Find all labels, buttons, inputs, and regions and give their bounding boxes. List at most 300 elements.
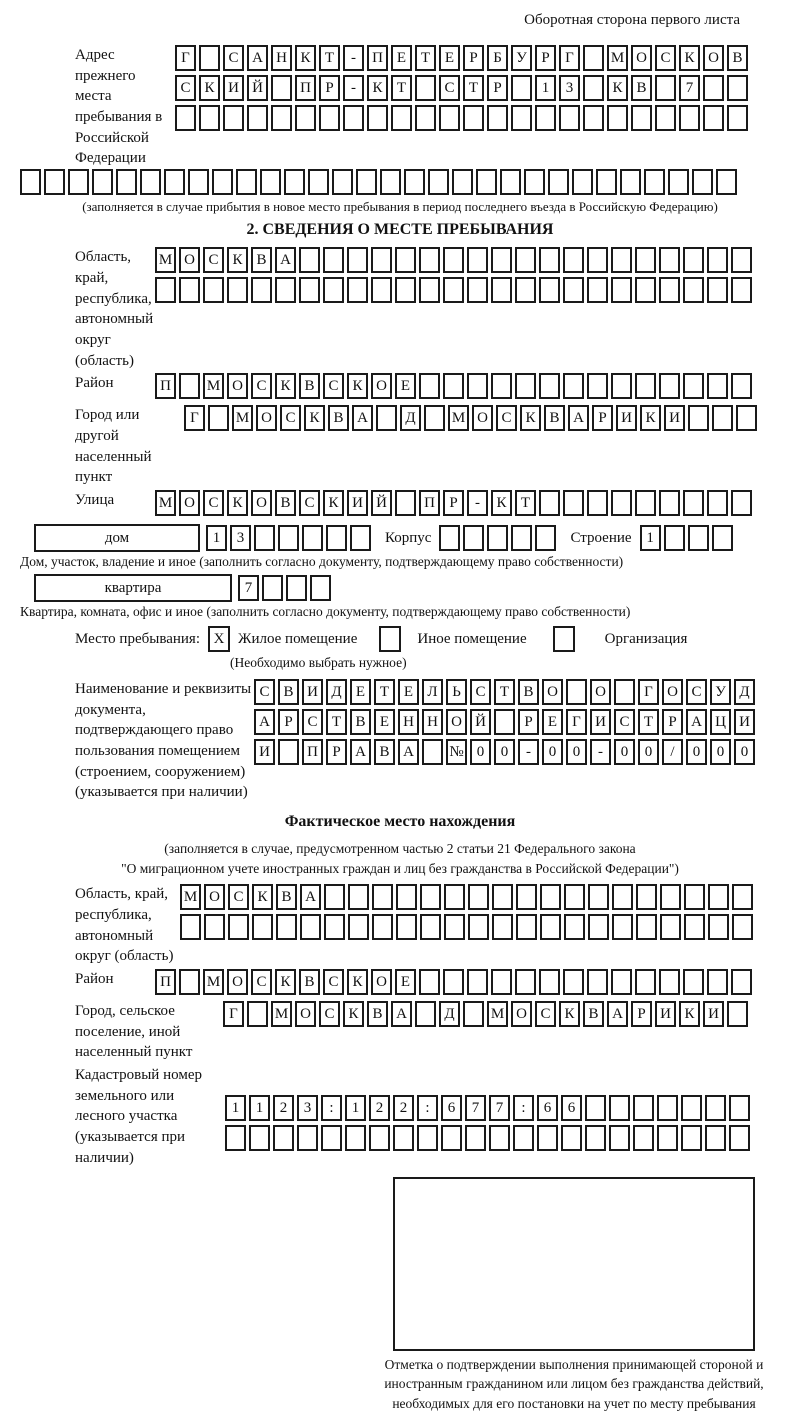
- char-cell[interactable]: [419, 247, 440, 273]
- char-cell[interactable]: [692, 169, 713, 195]
- char-cell[interactable]: 1: [345, 1095, 366, 1121]
- char-cell[interactable]: [703, 75, 724, 101]
- char-cell[interactable]: [516, 884, 537, 910]
- char-cell[interactable]: 1: [249, 1095, 270, 1121]
- char-cell[interactable]: [278, 739, 299, 765]
- char-cell[interactable]: [395, 277, 416, 303]
- char-cell[interactable]: [236, 169, 257, 195]
- char-cell[interactable]: [179, 277, 200, 303]
- char-cell[interactable]: [712, 405, 733, 431]
- char-cell[interactable]: О: [251, 490, 272, 516]
- char-cell[interactable]: [679, 105, 700, 131]
- char-cell[interactable]: [635, 373, 656, 399]
- char-cell[interactable]: [659, 373, 680, 399]
- char-cell[interactable]: О: [472, 405, 493, 431]
- char-cell[interactable]: С: [655, 45, 676, 71]
- char-cell[interactable]: 6: [537, 1095, 558, 1121]
- char-cell[interactable]: [659, 277, 680, 303]
- char-cell[interactable]: [20, 169, 41, 195]
- char-cell[interactable]: [300, 914, 321, 940]
- char-cell[interactable]: В: [328, 405, 349, 431]
- char-cell[interactable]: Г: [184, 405, 205, 431]
- char-cell[interactable]: Р: [592, 405, 613, 431]
- char-cell[interactable]: Д: [439, 1001, 460, 1027]
- char-cell[interactable]: [494, 709, 515, 735]
- char-cell[interactable]: [540, 914, 561, 940]
- char-cell[interactable]: [395, 247, 416, 273]
- char-cell[interactable]: [260, 169, 281, 195]
- char-cell[interactable]: 7: [238, 575, 259, 601]
- char-cell[interactable]: С: [228, 884, 249, 910]
- char-cell[interactable]: К: [347, 969, 368, 995]
- char-cell[interactable]: О: [590, 679, 611, 705]
- char-cell[interactable]: Г: [223, 1001, 244, 1027]
- char-cell[interactable]: Д: [734, 679, 755, 705]
- char-cell[interactable]: 1: [535, 75, 556, 101]
- char-cell[interactable]: [539, 247, 560, 273]
- char-cell[interactable]: [228, 914, 249, 940]
- char-cell[interactable]: [731, 277, 752, 303]
- char-cell[interactable]: [588, 884, 609, 910]
- char-cell[interactable]: К: [491, 490, 512, 516]
- char-cell[interactable]: [664, 525, 685, 551]
- char-cell[interactable]: [284, 169, 305, 195]
- char-cell[interactable]: К: [227, 490, 248, 516]
- char-cell[interactable]: С: [175, 75, 196, 101]
- char-cell[interactable]: [319, 105, 340, 131]
- char-cell[interactable]: П: [155, 373, 176, 399]
- char-cell[interactable]: [252, 914, 273, 940]
- char-cell[interactable]: [539, 277, 560, 303]
- char-cell[interactable]: 0: [614, 739, 635, 765]
- char-cell[interactable]: [707, 247, 728, 273]
- char-cell[interactable]: [428, 169, 449, 195]
- char-cell[interactable]: [419, 373, 440, 399]
- char-cell[interactable]: О: [631, 45, 652, 71]
- char-cell[interactable]: [424, 405, 445, 431]
- char-cell[interactable]: Е: [374, 709, 395, 735]
- char-cell[interactable]: В: [275, 490, 296, 516]
- char-cell[interactable]: [729, 1095, 750, 1121]
- char-cell[interactable]: О: [295, 1001, 316, 1027]
- char-cell[interactable]: В: [631, 75, 652, 101]
- char-cell[interactable]: Т: [463, 75, 484, 101]
- char-cell[interactable]: 0: [566, 739, 587, 765]
- char-cell[interactable]: [212, 169, 233, 195]
- char-cell[interactable]: [380, 169, 401, 195]
- char-cell[interactable]: [324, 914, 345, 940]
- char-cell[interactable]: С: [323, 969, 344, 995]
- char-cell[interactable]: [563, 969, 584, 995]
- char-cell[interactable]: 7: [679, 75, 700, 101]
- char-cell[interactable]: [321, 1125, 342, 1151]
- char-cell[interactable]: [511, 525, 532, 551]
- char-cell[interactable]: [249, 1125, 270, 1151]
- char-cell[interactable]: М: [487, 1001, 508, 1027]
- char-cell[interactable]: С: [254, 679, 275, 705]
- char-cell[interactable]: С: [302, 709, 323, 735]
- char-cell[interactable]: [657, 1125, 678, 1151]
- char-cell[interactable]: -: [343, 75, 364, 101]
- char-cell[interactable]: [324, 884, 345, 910]
- char-cell[interactable]: [308, 169, 329, 195]
- char-cell[interactable]: [731, 373, 752, 399]
- char-cell[interactable]: Н: [398, 709, 419, 735]
- char-cell[interactable]: [731, 490, 752, 516]
- char-cell[interactable]: [683, 490, 704, 516]
- char-cell[interactable]: [727, 75, 748, 101]
- char-cell[interactable]: [199, 105, 220, 131]
- char-cell[interactable]: А: [350, 739, 371, 765]
- char-cell[interactable]: [559, 105, 580, 131]
- char-cell[interactable]: [566, 679, 587, 705]
- char-cell[interactable]: [611, 969, 632, 995]
- char-cell[interactable]: М: [448, 405, 469, 431]
- char-cell[interactable]: В: [278, 679, 299, 705]
- char-cell[interactable]: [515, 277, 536, 303]
- char-cell[interactable]: [583, 75, 604, 101]
- char-cell[interactable]: [548, 169, 569, 195]
- char-cell[interactable]: [707, 490, 728, 516]
- char-cell[interactable]: А: [568, 405, 589, 431]
- char-cell[interactable]: П: [367, 45, 388, 71]
- char-cell[interactable]: Р: [631, 1001, 652, 1027]
- char-cell[interactable]: [563, 373, 584, 399]
- char-cell[interactable]: В: [583, 1001, 604, 1027]
- char-cell[interactable]: [611, 373, 632, 399]
- char-cell[interactable]: [636, 884, 657, 910]
- char-cell[interactable]: [180, 914, 201, 940]
- char-cell[interactable]: Т: [494, 679, 515, 705]
- char-cell[interactable]: [587, 373, 608, 399]
- char-cell[interactable]: Д: [326, 679, 347, 705]
- char-cell[interactable]: [587, 277, 608, 303]
- char-cell[interactable]: [731, 969, 752, 995]
- char-cell[interactable]: [444, 884, 465, 910]
- char-cell[interactable]: И: [223, 75, 244, 101]
- char-cell[interactable]: [179, 969, 200, 995]
- char-cell[interactable]: В: [544, 405, 565, 431]
- stay-checkbox-organization[interactable]: [553, 626, 575, 652]
- char-cell[interactable]: [729, 1125, 750, 1151]
- char-cell[interactable]: К: [323, 490, 344, 516]
- char-cell[interactable]: :: [513, 1095, 534, 1121]
- char-cell[interactable]: 0: [494, 739, 515, 765]
- char-cell[interactable]: [247, 1001, 268, 1027]
- char-cell[interactable]: [596, 169, 617, 195]
- char-cell[interactable]: К: [679, 45, 700, 71]
- char-cell[interactable]: [659, 247, 680, 273]
- char-cell[interactable]: [356, 169, 377, 195]
- char-cell[interactable]: 0: [542, 739, 563, 765]
- char-cell[interactable]: Е: [398, 679, 419, 705]
- char-cell[interactable]: [707, 277, 728, 303]
- char-cell[interactable]: К: [275, 373, 296, 399]
- char-cell[interactable]: [422, 739, 443, 765]
- char-cell[interactable]: А: [300, 884, 321, 910]
- char-cell[interactable]: С: [686, 679, 707, 705]
- char-cell[interactable]: В: [518, 679, 539, 705]
- char-cell[interactable]: Т: [638, 709, 659, 735]
- char-cell[interactable]: [659, 490, 680, 516]
- char-cell[interactable]: С: [280, 405, 301, 431]
- char-cell[interactable]: 6: [441, 1095, 462, 1121]
- char-cell[interactable]: [468, 884, 489, 910]
- char-cell[interactable]: [347, 247, 368, 273]
- char-cell[interactable]: 2: [369, 1095, 390, 1121]
- char-cell[interactable]: [371, 247, 392, 273]
- char-cell[interactable]: [563, 490, 584, 516]
- char-cell[interactable]: [500, 169, 521, 195]
- char-cell[interactable]: В: [251, 247, 272, 273]
- char-cell[interactable]: [491, 969, 512, 995]
- char-cell[interactable]: [511, 105, 532, 131]
- char-cell[interactable]: К: [295, 45, 316, 71]
- char-cell[interactable]: [614, 679, 635, 705]
- char-cell[interactable]: [419, 277, 440, 303]
- char-cell[interactable]: [688, 525, 709, 551]
- char-cell[interactable]: [611, 277, 632, 303]
- char-cell[interactable]: О: [446, 709, 467, 735]
- char-cell[interactable]: Е: [350, 679, 371, 705]
- char-cell[interactable]: [332, 169, 353, 195]
- char-cell[interactable]: М: [203, 969, 224, 995]
- char-cell[interactable]: [635, 969, 656, 995]
- char-cell[interactable]: П: [295, 75, 316, 101]
- char-cell[interactable]: 7: [489, 1095, 510, 1121]
- char-cell[interactable]: М: [155, 490, 176, 516]
- char-cell[interactable]: [369, 1125, 390, 1151]
- char-cell[interactable]: А: [398, 739, 419, 765]
- char-cell[interactable]: С: [299, 490, 320, 516]
- char-cell[interactable]: [417, 1125, 438, 1151]
- char-cell[interactable]: И: [302, 679, 323, 705]
- char-cell[interactable]: [396, 914, 417, 940]
- char-cell[interactable]: -: [590, 739, 611, 765]
- char-cell[interactable]: 6: [561, 1095, 582, 1121]
- char-cell[interactable]: Р: [278, 709, 299, 735]
- char-cell[interactable]: [564, 884, 585, 910]
- char-cell[interactable]: [323, 277, 344, 303]
- char-cell[interactable]: 0: [710, 739, 731, 765]
- char-cell[interactable]: [444, 914, 465, 940]
- char-cell[interactable]: С: [614, 709, 635, 735]
- char-cell[interactable]: [348, 884, 369, 910]
- char-cell[interactable]: В: [374, 739, 395, 765]
- char-cell[interactable]: [372, 914, 393, 940]
- char-cell[interactable]: [683, 277, 704, 303]
- char-cell[interactable]: О: [179, 247, 200, 273]
- char-cell[interactable]: Р: [487, 75, 508, 101]
- char-cell[interactable]: [535, 525, 556, 551]
- char-cell[interactable]: [275, 277, 296, 303]
- char-cell[interactable]: М: [203, 373, 224, 399]
- char-cell[interactable]: П: [155, 969, 176, 995]
- char-cell[interactable]: [683, 969, 704, 995]
- char-cell[interactable]: Й: [470, 709, 491, 735]
- char-cell[interactable]: И: [616, 405, 637, 431]
- char-cell[interactable]: К: [520, 405, 541, 431]
- char-cell[interactable]: [612, 914, 633, 940]
- char-cell[interactable]: [585, 1125, 606, 1151]
- char-cell[interactable]: 3: [230, 525, 251, 551]
- char-cell[interactable]: А: [607, 1001, 628, 1027]
- char-cell[interactable]: С: [203, 247, 224, 273]
- char-cell[interactable]: Е: [395, 373, 416, 399]
- char-cell[interactable]: [708, 884, 729, 910]
- char-cell[interactable]: А: [686, 709, 707, 735]
- char-cell[interactable]: [347, 277, 368, 303]
- char-cell[interactable]: [684, 914, 705, 940]
- char-cell[interactable]: [396, 884, 417, 910]
- char-cell[interactable]: [299, 277, 320, 303]
- char-cell[interactable]: О: [204, 884, 225, 910]
- char-cell[interactable]: [620, 169, 641, 195]
- char-cell[interactable]: [644, 169, 665, 195]
- char-cell[interactable]: [247, 105, 268, 131]
- char-cell[interactable]: В: [276, 884, 297, 910]
- char-cell[interactable]: [659, 969, 680, 995]
- char-cell[interactable]: М: [607, 45, 628, 71]
- char-cell[interactable]: [563, 247, 584, 273]
- char-cell[interactable]: [116, 169, 137, 195]
- char-cell[interactable]: А: [247, 45, 268, 71]
- char-cell[interactable]: О: [662, 679, 683, 705]
- char-cell[interactable]: [491, 277, 512, 303]
- char-cell[interactable]: [712, 525, 733, 551]
- stay-checkbox-residential[interactable]: X: [208, 626, 230, 652]
- char-cell[interactable]: С: [223, 45, 244, 71]
- char-cell[interactable]: [609, 1095, 630, 1121]
- char-cell[interactable]: [511, 75, 532, 101]
- char-cell[interactable]: С: [319, 1001, 340, 1027]
- char-cell[interactable]: И: [703, 1001, 724, 1027]
- char-cell[interactable]: [707, 373, 728, 399]
- char-cell[interactable]: -: [467, 490, 488, 516]
- char-cell[interactable]: 2: [273, 1095, 294, 1121]
- char-cell[interactable]: 3: [559, 75, 580, 101]
- char-cell[interactable]: [443, 373, 464, 399]
- char-cell[interactable]: А: [352, 405, 373, 431]
- char-cell[interactable]: [564, 914, 585, 940]
- char-cell[interactable]: [688, 405, 709, 431]
- char-cell[interactable]: М: [155, 247, 176, 273]
- char-cell[interactable]: [376, 405, 397, 431]
- char-cell[interactable]: Н: [271, 45, 292, 71]
- char-cell[interactable]: К: [275, 969, 296, 995]
- char-cell[interactable]: В: [350, 709, 371, 735]
- char-cell[interactable]: [492, 884, 513, 910]
- char-cell[interactable]: Л: [422, 679, 443, 705]
- char-cell[interactable]: [491, 247, 512, 273]
- char-cell[interactable]: [175, 105, 196, 131]
- char-cell[interactable]: Ь: [446, 679, 467, 705]
- char-cell[interactable]: Р: [326, 739, 347, 765]
- char-cell[interactable]: К: [559, 1001, 580, 1027]
- char-cell[interactable]: Р: [463, 45, 484, 71]
- char-cell[interactable]: [539, 969, 560, 995]
- char-cell[interactable]: [636, 914, 657, 940]
- char-cell[interactable]: [516, 914, 537, 940]
- char-cell[interactable]: [443, 969, 464, 995]
- char-cell[interactable]: [537, 1125, 558, 1151]
- char-cell[interactable]: [44, 169, 65, 195]
- char-cell[interactable]: [251, 277, 272, 303]
- char-cell[interactable]: [223, 105, 244, 131]
- char-cell[interactable]: №: [446, 739, 467, 765]
- char-cell[interactable]: Т: [515, 490, 536, 516]
- char-cell[interactable]: О: [227, 373, 248, 399]
- char-cell[interactable]: [631, 105, 652, 131]
- char-cell[interactable]: [683, 247, 704, 273]
- char-cell[interactable]: [92, 169, 113, 195]
- char-cell[interactable]: М: [180, 884, 201, 910]
- char-cell[interactable]: [731, 247, 752, 273]
- char-cell[interactable]: -: [343, 45, 364, 71]
- char-cell[interactable]: [276, 914, 297, 940]
- char-cell[interactable]: И: [664, 405, 685, 431]
- char-cell[interactable]: [727, 1001, 748, 1027]
- char-cell[interactable]: [225, 1125, 246, 1151]
- char-cell[interactable]: [467, 969, 488, 995]
- char-cell[interactable]: Ц: [710, 709, 731, 735]
- char-cell[interactable]: [286, 575, 307, 601]
- char-cell[interactable]: [607, 105, 628, 131]
- char-cell[interactable]: Е: [391, 45, 412, 71]
- char-cell[interactable]: К: [347, 373, 368, 399]
- char-cell[interactable]: У: [710, 679, 731, 705]
- char-cell[interactable]: А: [391, 1001, 412, 1027]
- char-cell[interactable]: [515, 969, 536, 995]
- char-cell[interactable]: Т: [415, 45, 436, 71]
- char-cell[interactable]: [395, 490, 416, 516]
- char-cell[interactable]: [468, 914, 489, 940]
- char-cell[interactable]: 1: [640, 525, 661, 551]
- char-cell[interactable]: Р: [319, 75, 340, 101]
- char-cell[interactable]: Т: [319, 45, 340, 71]
- char-cell[interactable]: [660, 914, 681, 940]
- char-cell[interactable]: [415, 1001, 436, 1027]
- char-cell[interactable]: С: [251, 373, 272, 399]
- char-cell[interactable]: П: [419, 490, 440, 516]
- char-cell[interactable]: [188, 169, 209, 195]
- char-cell[interactable]: Й: [371, 490, 392, 516]
- char-cell[interactable]: С: [439, 75, 460, 101]
- char-cell[interactable]: [612, 884, 633, 910]
- char-cell[interactable]: [681, 1095, 702, 1121]
- char-cell[interactable]: [513, 1125, 534, 1151]
- char-cell[interactable]: [203, 277, 224, 303]
- char-cell[interactable]: Г: [566, 709, 587, 735]
- char-cell[interactable]: [323, 247, 344, 273]
- char-cell[interactable]: Т: [374, 679, 395, 705]
- char-cell[interactable]: [587, 247, 608, 273]
- char-cell[interactable]: [727, 105, 748, 131]
- char-cell[interactable]: [732, 884, 753, 910]
- char-cell[interactable]: [611, 247, 632, 273]
- char-cell[interactable]: О: [542, 679, 563, 705]
- char-cell[interactable]: [465, 1125, 486, 1151]
- char-cell[interactable]: [371, 277, 392, 303]
- char-cell[interactable]: [467, 277, 488, 303]
- char-cell[interactable]: [262, 575, 283, 601]
- char-cell[interactable]: В: [299, 969, 320, 995]
- char-cell[interactable]: [489, 1125, 510, 1151]
- char-cell[interactable]: [68, 169, 89, 195]
- char-cell[interactable]: [326, 525, 347, 551]
- char-cell[interactable]: [372, 884, 393, 910]
- char-cell[interactable]: 2: [393, 1095, 414, 1121]
